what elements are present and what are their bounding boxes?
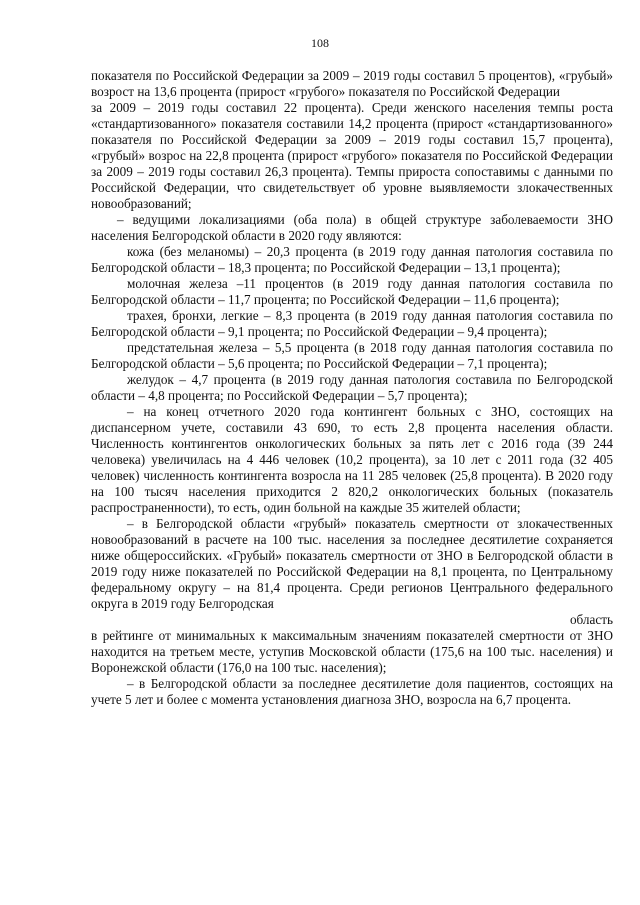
list-item: кожа (без меланомы) – 20,3 процента (в 2019 году данная патология составила по Белгородской области – 18,3 процента; по Российской Федерации – 13,1 процента); (91, 244, 613, 275)
list-item: предстательная железа – 5,5 процента (в 2018 году данная патология составила по Белгородской области – 5,6 процента; по Российской Федерации – 7,1 процента); (91, 340, 613, 371)
list-item: молочная железа –11 процентов (в 2019 году данная патология составила по Белгородской области – 11,7 процента; по Российской Федерации – 11,6 процента); (91, 276, 613, 307)
document-body (91, 68, 613, 708)
paragraph: область (569, 612, 613, 627)
bullet-paragraph: – в Белгородской области «грубый» показатель смертности от злокачественных новообразований в расчете на 100 тыс. населения за последнее десятилетие сохраняется ниже общероссийских. «Грубый» показатель смертности от ЗНО в Белгородской области в 2019 году ниже показателей по Российской Федерации на 8,1 процента, по Центральному федеральному округу – на 81,4 процента. Среди регионов Центрального федерального округа в 2019 году Белгородская (91, 516, 613, 611)
list-item: желудок – 4,7 процента (в 2019 году данная патология составила по Белгородской области – 4,8 процента; по Российской Федерации – 5,7 процента); (91, 372, 613, 403)
paragraph: в рейтинге от минимальных к максимальным значениям показателей смертности от ЗНО находится на третьем месте, уступив Московской области (175,6 на 100 тыс. населения) и Воронежской области (176,0 на 100 тыс. населения); (91, 628, 613, 675)
bullet-paragraph: – в Белгородской области за последнее десятилетие доля пациентов, состоящих на учете 5 лет и более с момента установления диагноза ЗНО, возросла на 6,7 процента. (91, 676, 613, 707)
list-item: трахея, бронхи, легкие – 8,3 процента (в 2019 году данная патология составила по Белгородской области – 9,1 процента; по Российской Федерации – 9,4 процента); (91, 308, 613, 339)
paragraph: показателя по Российской Федерации за 2009 – 2019 годы составил 5 процентов), «грубый» возрост на 13,6 процента (прирост «грубого» показателя по Российской Федерации (91, 68, 613, 99)
bullet-paragraph: – на конец отчетного 2020 года контингент больных с ЗНО, состоящих на диспансерном учете, составили 43 690, то есть 2,8 процента населения области. Численность контингентов онкологических больных за пять лет с 2016 года (39 244 человека) увеличилась на 4 446 человек (10,2 процента), за 10 лет с 2011 года (32 405 человек) численность контингента возросла на 11 285 человек (25,8 процента). В 2020 году на 100 тысяч населения приходится 2 820,2 онкологических больных (показатель распространенности), то есть, один больной на каждые 35 жителей области; (91, 404, 613, 515)
page-number: 108 (311, 36, 329, 50)
paragraph: за 2009 – 2019 годы составил 22 процента). Среди женского населения темпы роста «стандартизованного» показателя составили 14,2 процента (прирост «стандартизованного» показателя по Российской Федерации за 2009 – 2019 годы составил 15,7 процента), «грубый» возрос на 22,8 процента (прирост «грубого» показателя по Российской Федерации за 2009 – 2019 годы составил 26,3 процента). Темпы прироста сопоставимы с данными по Российской Федерации, что свидетельствует об уровне выявляемости злокачественных новообразований; (91, 100, 613, 211)
bullet-paragraph: – ведущими локализациями (оба пола) в общей структуре заболеваемости ЗНО населения Белгородской области в 2020 году являются: (91, 212, 613, 243)
